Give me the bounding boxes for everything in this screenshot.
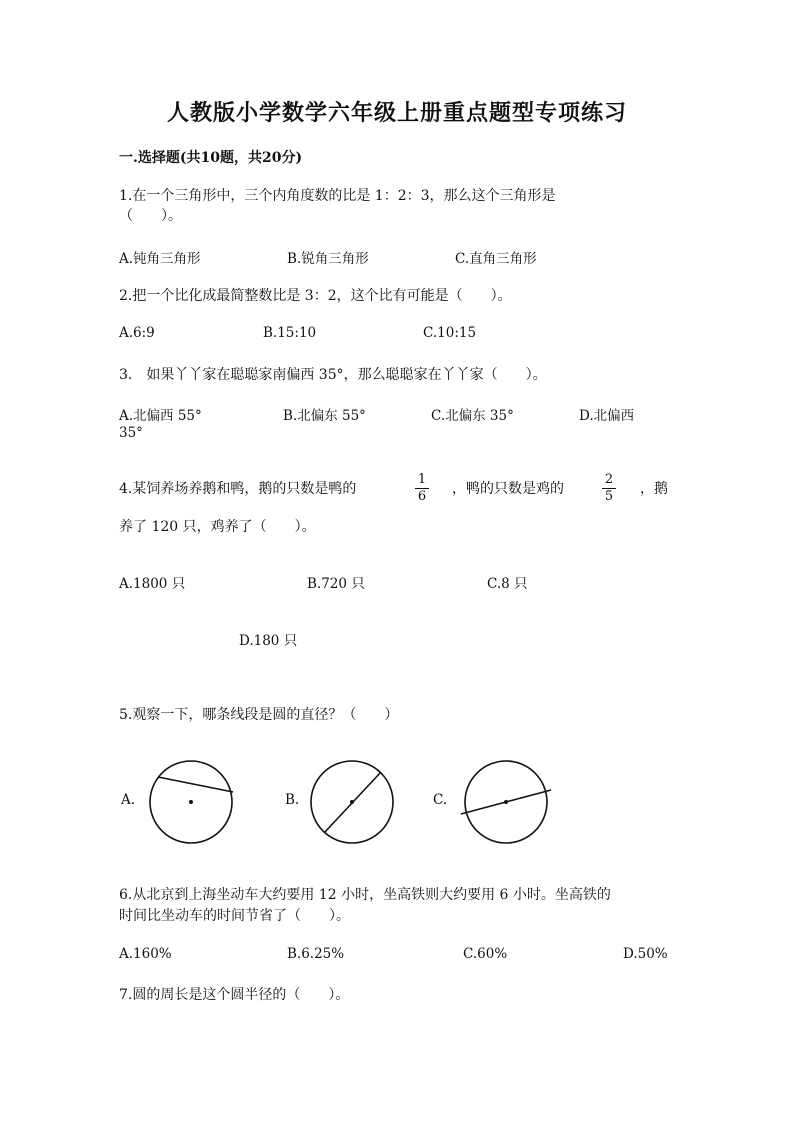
question-1-text-cont: （ ）。 [119,208,182,224]
question-2-text: 2.把一个比化成最简整数比是 3：2，这个比有可能是（ ）。 [119,288,512,304]
question-1-option-a[interactable]: A.钝角三角形 [119,251,201,267]
question-1-option-b[interactable]: B.锐角三角形 [287,251,369,267]
question-6-option-d[interactable]: D.50% [623,946,668,962]
page-title: 人教版小学数学六年级上册重点题型专项练习 [166,100,627,126]
circle-a-center [189,800,193,804]
question-2-option-a[interactable]: A.6:9 [119,325,155,341]
section-heading: 一.选择题(共10题，共20分) [119,150,303,166]
fraction-one-sixth [415,473,429,504]
question-5-option-a-label[interactable]: A. [121,792,136,808]
question-6-text-cont: 时间比坐动车的时间节省了（ ）。 [119,908,350,924]
fraction-1-numerator: 1 [417,472,427,487]
question-6-option-c[interactable]: C.60% [463,946,508,962]
question-3-option-b[interactable]: B.北偏东 55° [283,408,366,424]
question-4-text-cont: 养了 120 只，鸡养了（ ）。 [119,519,316,535]
question-3-option-d-cont: 35° [119,425,143,441]
question-4-text-part3: ，鹅 [640,481,668,497]
question-4-text-part2: ，鸭的只数是鸡的 [452,481,564,497]
question-7-text: 7.圆的周长是这个圆半径的（ ）。 [119,987,350,1003]
question-1-text: 1.在一个三角形中，三个内角度数的比是 1：2：3，那么这个三角形是 [119,188,556,204]
question-2-option-b[interactable]: B.15:10 [263,325,317,341]
question-5-option-c-label[interactable]: C. [433,792,448,808]
circle-a-chord [158,777,233,792]
question-3-text: 3. 如果丫丫家在聪聪家南偏西 35°，那么聪聪家在丫丫家（ ）。 [119,367,547,383]
question-4-option-a[interactable]: A.1800 只 [119,576,186,592]
question-3-option-a[interactable]: A.北偏西 55° [119,408,202,424]
question-4-option-c[interactable]: C.8 只 [487,576,528,592]
question-4-text-part1: 4.某饲养场养鹅和鸭，鹅的只数是鸭的 [119,481,357,497]
circle-b-figure[interactable] [310,760,394,844]
question-6-option-b[interactable]: B.6.25% [287,946,345,962]
fraction-two-fifths [602,473,616,504]
circle-b-center [350,800,354,804]
fraction-1-denominator: 6 [417,489,427,504]
question-3-option-c[interactable]: C.北偏东 35° [431,408,514,424]
question-1-option-c[interactable]: C.直角三角形 [455,251,537,267]
question-4-option-b[interactable]: B.720 只 [307,576,365,592]
question-3-option-d[interactable]: D.北偏西 [579,408,635,424]
circle-c-figure[interactable] [464,760,548,844]
fraction-2-numerator: 2 [604,472,614,487]
circle-c-center [504,800,508,804]
question-6-option-a[interactable]: A.160% [119,946,172,962]
question-5-option-b-label[interactable]: B. [285,792,300,808]
fraction-2-denominator: 5 [604,489,614,504]
question-5-text: 5.观察一下，哪条线段是圆的直径？（ ） [119,707,399,723]
circle-a-figure[interactable] [149,760,233,844]
question-2-option-c[interactable]: C.10:15 [423,325,477,341]
question-4-option-d[interactable]: D.180 只 [239,633,298,649]
question-6-text: 6.从北京到上海坐动车大约要用 12 小时，坐高铁则大约要用 6 小时。坐高铁的 [119,887,611,903]
